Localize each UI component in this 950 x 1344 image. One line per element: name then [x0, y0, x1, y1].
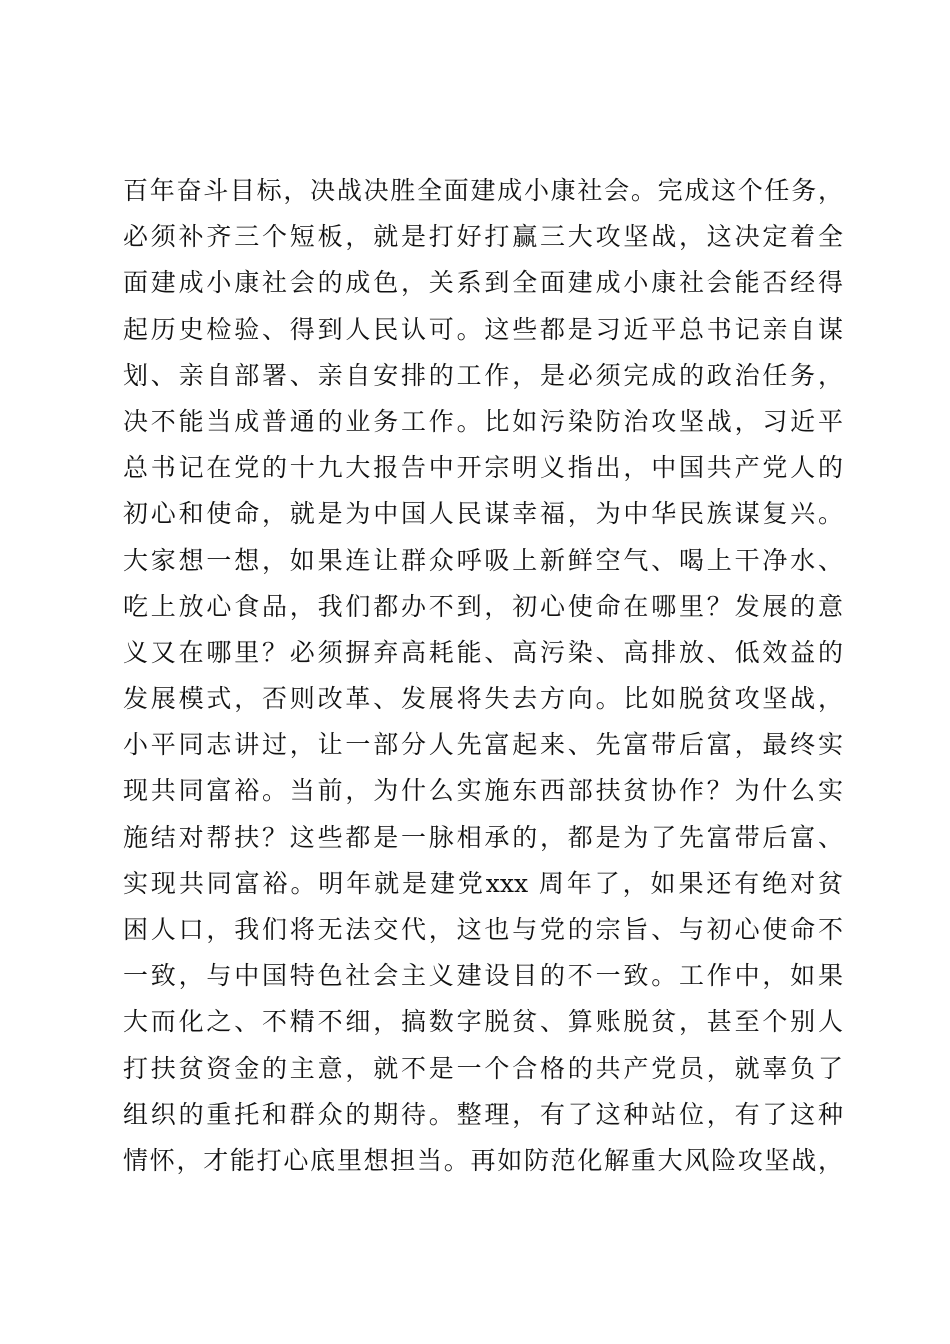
text-line: 大家想一想，如果连让群众呼吸上新鲜空气、喝上干净水、	[123, 545, 843, 575]
text-line: 划、亲自部署、亲自安排的工作，是必须完成的政治任务，	[123, 360, 843, 390]
text-line: 初心和使命，就是为中国人民谋幸福，为中华民族谋复兴。	[123, 499, 843, 529]
text-line: 起历史检验、得到人民认可。这些都是习近平总书记亲自谋	[123, 314, 843, 344]
text-line: 组织的重托和群众的期待。整理，有了这种站位，有了这种	[123, 1099, 843, 1129]
text-line: 现共同富裕。当前，为什么实施东西部扶贫协作？为什么实	[123, 776, 843, 806]
text-line: 施结对帮扶？这些都是一脉相承的，都是为了先富带后富、	[123, 822, 843, 852]
text-line: 一致，与中国特色社会主义建设目的不一致。工作中，如果	[123, 961, 843, 991]
text-line: 打扶贫资金的主意，就不是一个合格的共产党员，就辜负了	[123, 1053, 843, 1083]
text-line: 发展模式，否则改革、发展将失去方向。比如脱贫攻坚战，	[123, 684, 843, 714]
text-line: 必须补齐三个短板，就是打好打赢三大攻坚战，这决定着全	[123, 222, 843, 252]
text-line: 义又在哪里？必须摒弃高耗能、高污染、高排放、低效益的	[123, 637, 843, 667]
text-line: 困人口，我们将无法交代，这也与党的宗旨、与初心使命不	[123, 915, 843, 944]
body-text	[123, 168, 843, 1184]
text-line: 决不能当成普通的业务工作。比如污染防治攻坚战，习近平	[123, 406, 843, 436]
text-line: 吃上放心食品，我们都办不到，初心使命在哪里？发展的意	[123, 591, 843, 621]
text-line: 面建成小康社会的成色，关系到全面建成小康社会能否经得	[123, 268, 843, 298]
text-line: 情怀，才能打心底里想担当。再如防范化解重大风险攻坚战，	[123, 1145, 843, 1175]
text-line: 总书记在党的十九大报告中开宗明义指出，中国共产党人的	[123, 453, 843, 483]
text-line: 百年奋斗目标，决战决胜全面建成小康社会。完成这个任务，	[123, 176, 843, 205]
text-line: 小平同志讲过，让一部分人先富起来、先富带后富，最终实	[123, 730, 843, 760]
text-line: 实现共同富裕。明年就是建党xxx 周年了，如果还有绝对贫	[123, 868, 843, 898]
text-line: 大而化之、不精不细，搞数字脱贫、算账脱贫，甚至个别人	[123, 1007, 843, 1037]
